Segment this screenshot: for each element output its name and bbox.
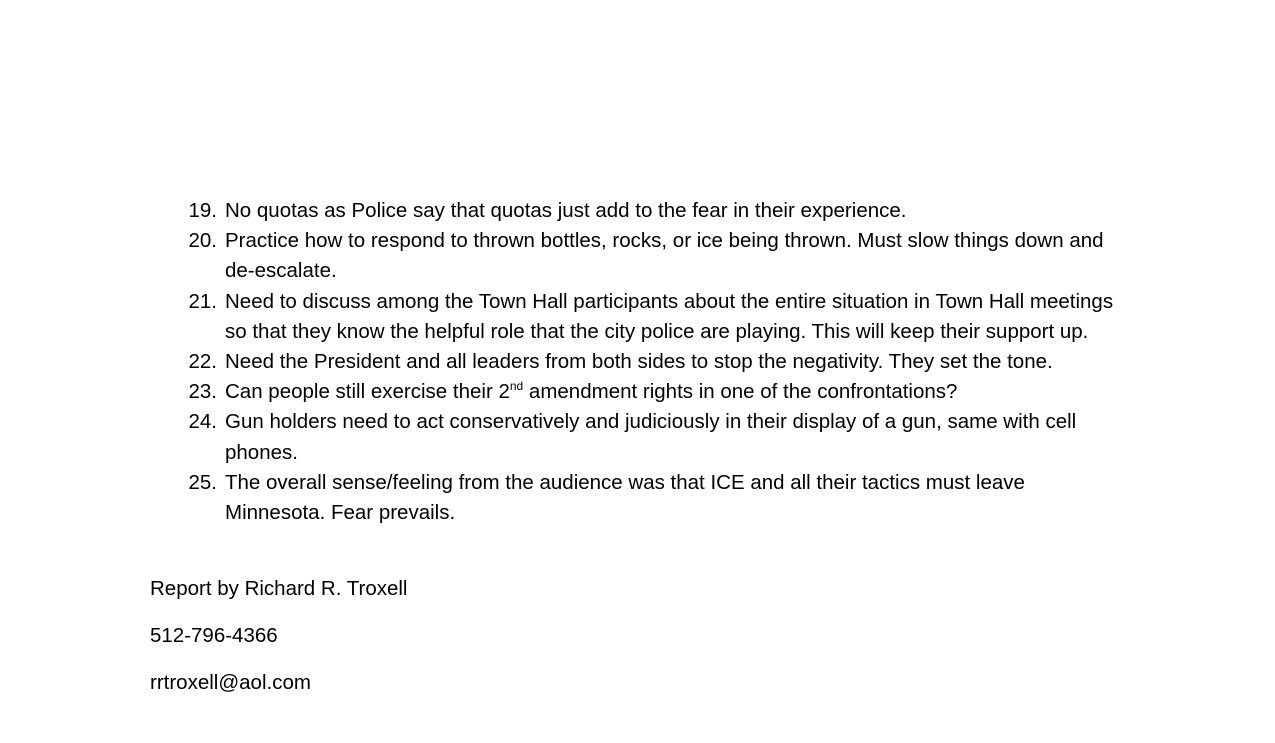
list-item-text-before: Can people still exercise their 2 xyxy=(225,380,510,404)
list-item xyxy=(150,196,1125,226)
list-item-text: No quotas as Police say that quotas just add to the fear in their experience. xyxy=(225,199,907,222)
list-item-number: 24. xyxy=(188,410,217,434)
list-item-number: 22. xyxy=(188,350,217,374)
list-item xyxy=(150,226,1125,286)
phone-number: 512-796-4366 xyxy=(150,624,278,647)
list-item xyxy=(150,347,1125,377)
numbered-list xyxy=(150,196,1125,528)
list-item-number: 20. xyxy=(188,229,217,253)
list-item-number: 21. xyxy=(188,289,217,313)
list-item-number: 25. xyxy=(188,470,217,494)
list-item-text: Need the President and all leaders from both sides to stop the negativity. They set the tone. xyxy=(225,350,1053,374)
list-item xyxy=(150,377,1125,407)
email-address: rrtroxell@aol.com xyxy=(150,671,311,694)
list-item xyxy=(150,287,1125,347)
list-item xyxy=(150,468,1125,528)
list-item-number: 23. xyxy=(188,380,217,404)
report-author: Report by Richard R. Troxell xyxy=(150,577,408,600)
list-item-text: Gun holders need to act conservatively and judiciously in their display of a gun, same with cell phones. xyxy=(225,410,1077,464)
list-item-text-after: amendment rights in one of the confrontations? xyxy=(523,380,958,404)
list-item xyxy=(150,407,1125,467)
list-item-text: Need to discuss among the Town Hall participants about the entire situation in Town Hall meetings so that they know the helpful role that the city police are playing. This will keep their support up. xyxy=(225,289,1114,343)
ordinal-superscript: nd xyxy=(509,379,524,394)
list-item-text: Practice how to respond to thrown bottles, rocks, or ice being thrown. Must slow things down and de-escalate. xyxy=(225,229,1104,283)
list-item-text: The overall sense/feeling from the audience was that ICE and all their tactics must leave Minnesota. Fear prevails. xyxy=(225,470,1025,525)
list-item-text xyxy=(225,377,1125,407)
list-item-number: 19. xyxy=(188,199,217,222)
